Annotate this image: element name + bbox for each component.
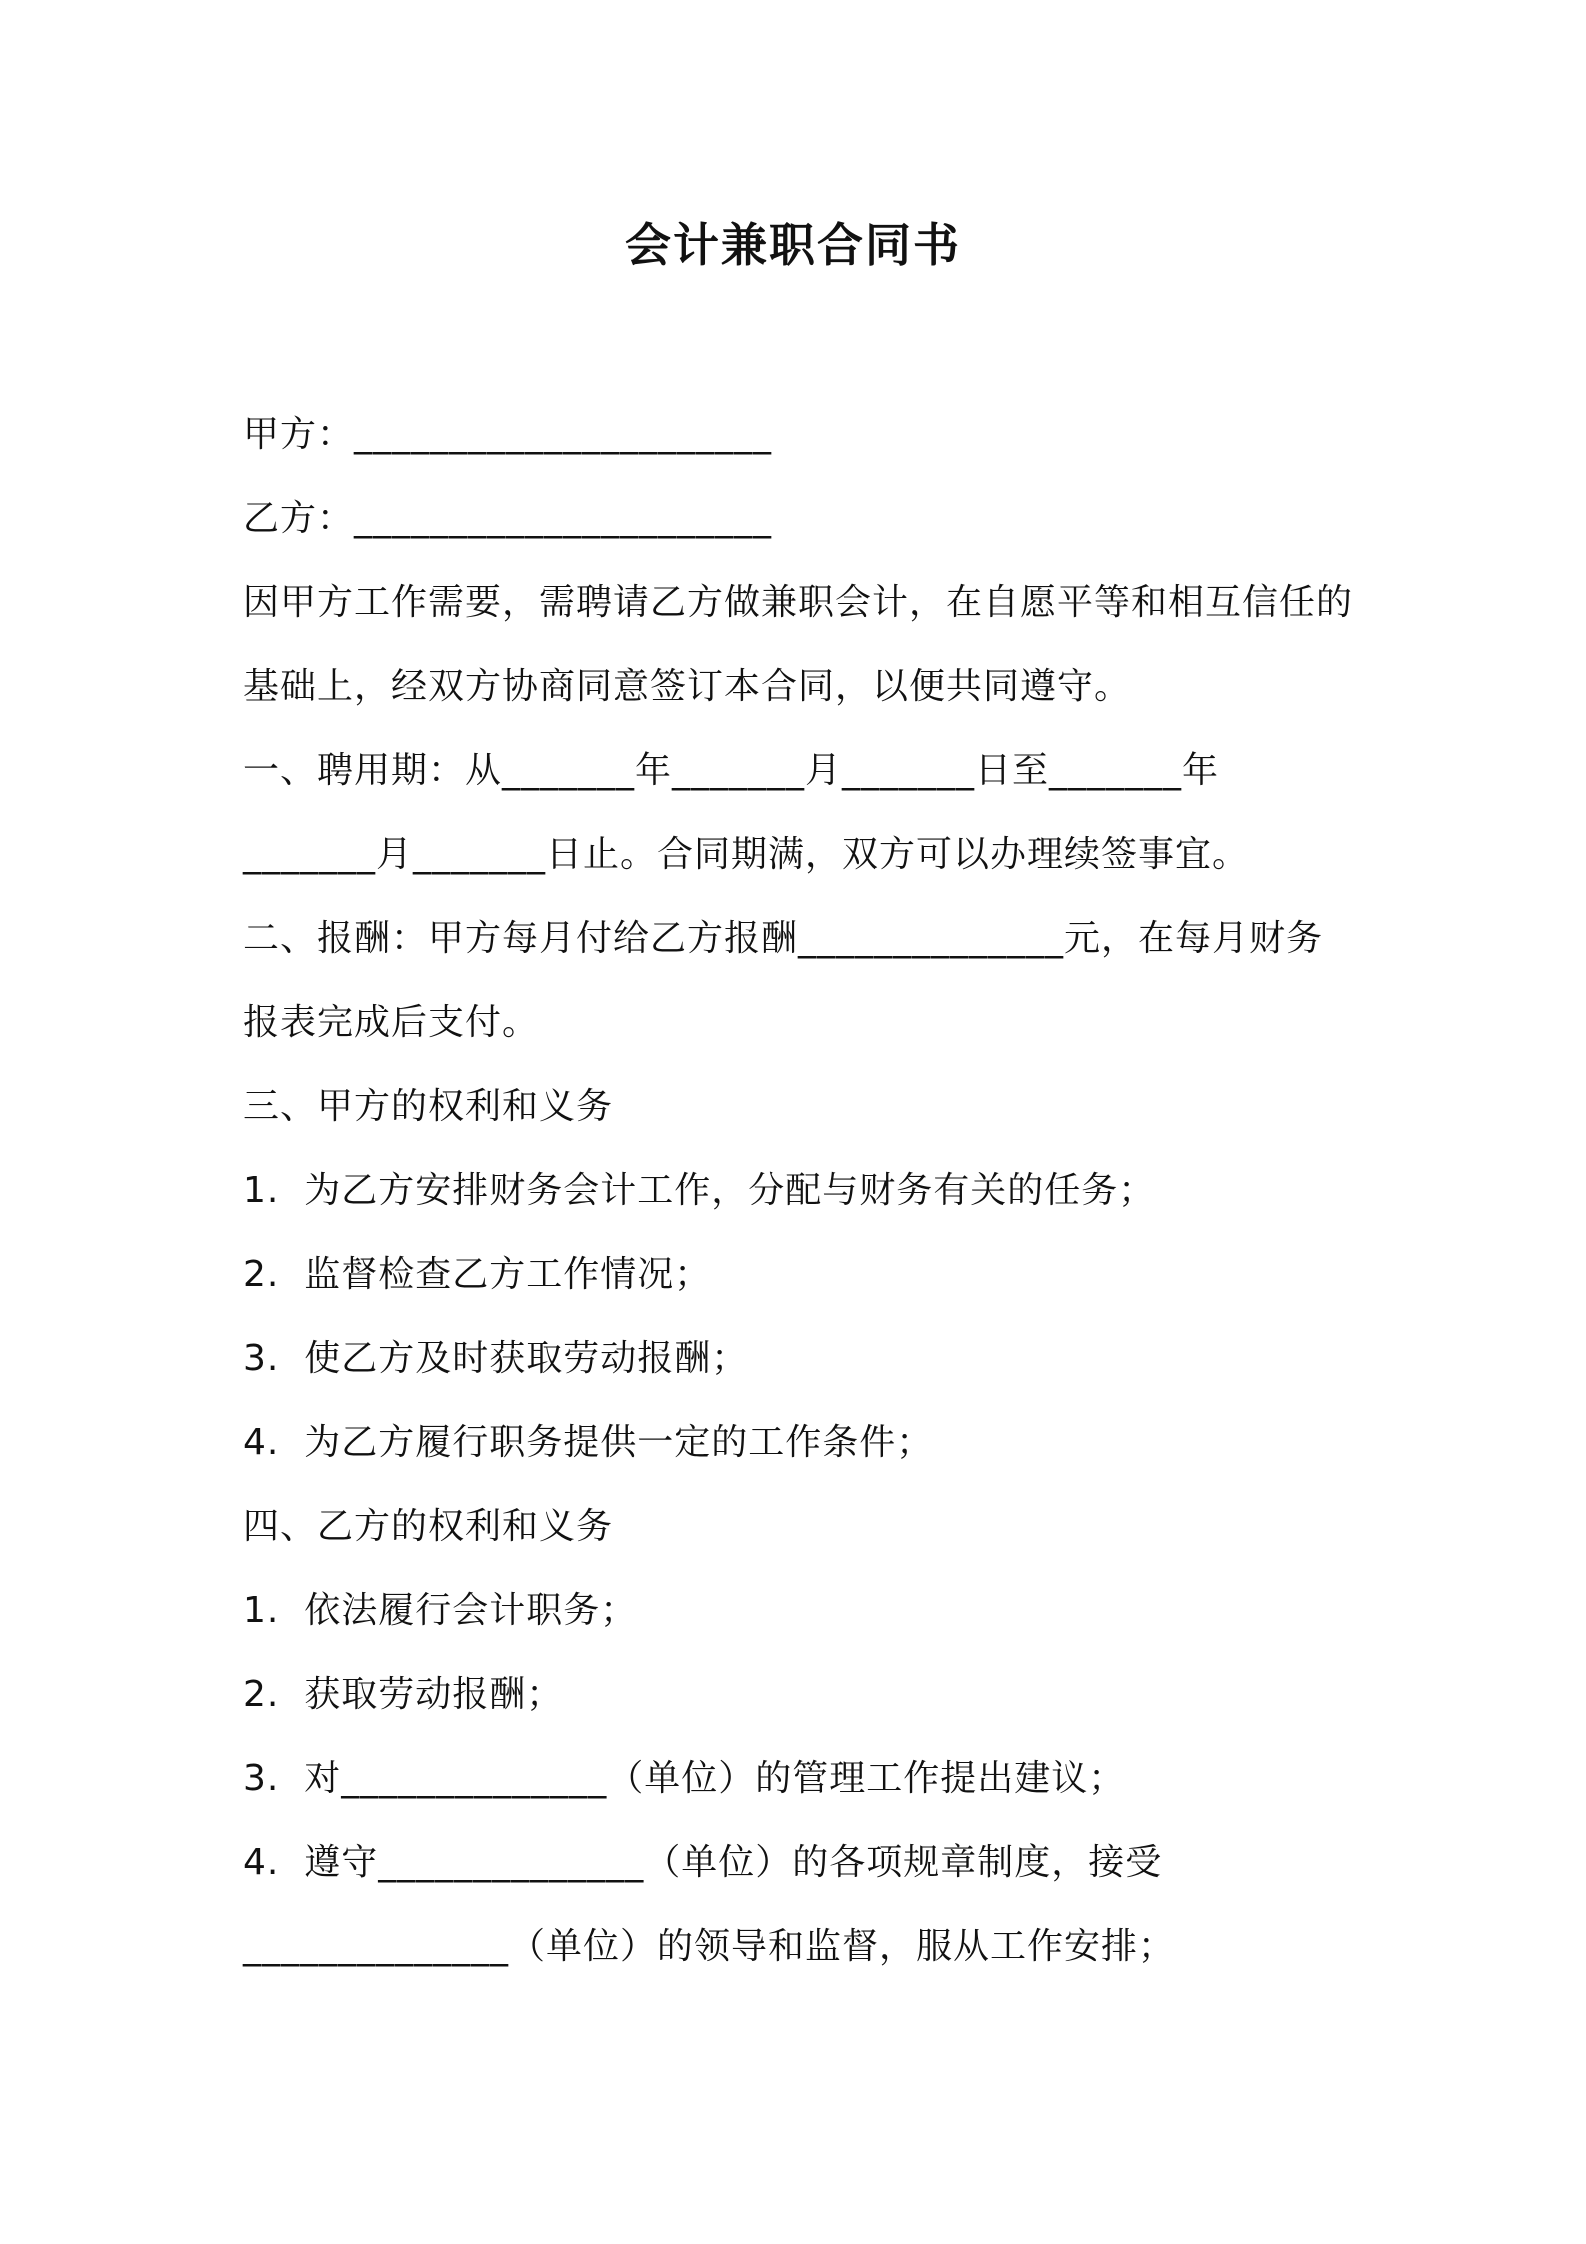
preamble-line-2: 基础上，经双方协商同意签订本合同，以便共同遵守。	[243, 666, 1132, 707]
section-3-item-1: 1. 为乙方安排财务会计工作，分配与财务有关的任务；	[243, 1170, 1156, 1211]
section-3-heading: 三、甲方的权利和义务	[243, 1086, 614, 1127]
section-4-heading: 四、乙方的权利和义务	[243, 1506, 614, 1547]
section-4-item-3: 3. 对______________（单位）的管理工作提出建议；	[243, 1758, 1126, 1799]
preamble-line-1: 因甲方工作需要，需聘请乙方做兼职会计，在自愿平等和相互信任的	[243, 582, 1354, 623]
section-1-line-1: 一、聘用期：从_______年_______月_______日至_______年	[243, 750, 1220, 791]
section-1-line-2: _______月_______日止。合同期满，双方可以办理续签事宜。	[243, 834, 1250, 875]
section-4-item-4-line-1: 4. 遵守______________（单位）的各项规章制度，接受	[243, 1842, 1163, 1883]
section-4-item-4-line-2: ______________（单位）的领导和监督，服从工作安排；	[243, 1926, 1176, 1967]
section-2-line-1: 二、报酬：甲方每月付给乙方报酬______________元，在每月财务	[243, 918, 1324, 959]
section-4-item-1: 1. 依法履行会计职务；	[243, 1590, 638, 1631]
party-a-line: 甲方：______________________	[243, 414, 773, 455]
section-3-item-4: 4. 为乙方履行职务提供一定的工作条件；	[243, 1422, 934, 1463]
section-3-item-2: 2. 监督检查乙方工作情况；	[243, 1254, 712, 1295]
party-b-line: 乙方：______________________	[243, 498, 773, 539]
section-4-item-2: 2. 获取劳动报酬；	[243, 1674, 564, 1715]
document-title: 会计兼职合同书	[625, 218, 961, 272]
section-3-item-3: 3. 使乙方及时获取劳动报酬；	[243, 1338, 749, 1379]
section-2-line-2: 报表完成后支付。	[243, 1002, 540, 1043]
